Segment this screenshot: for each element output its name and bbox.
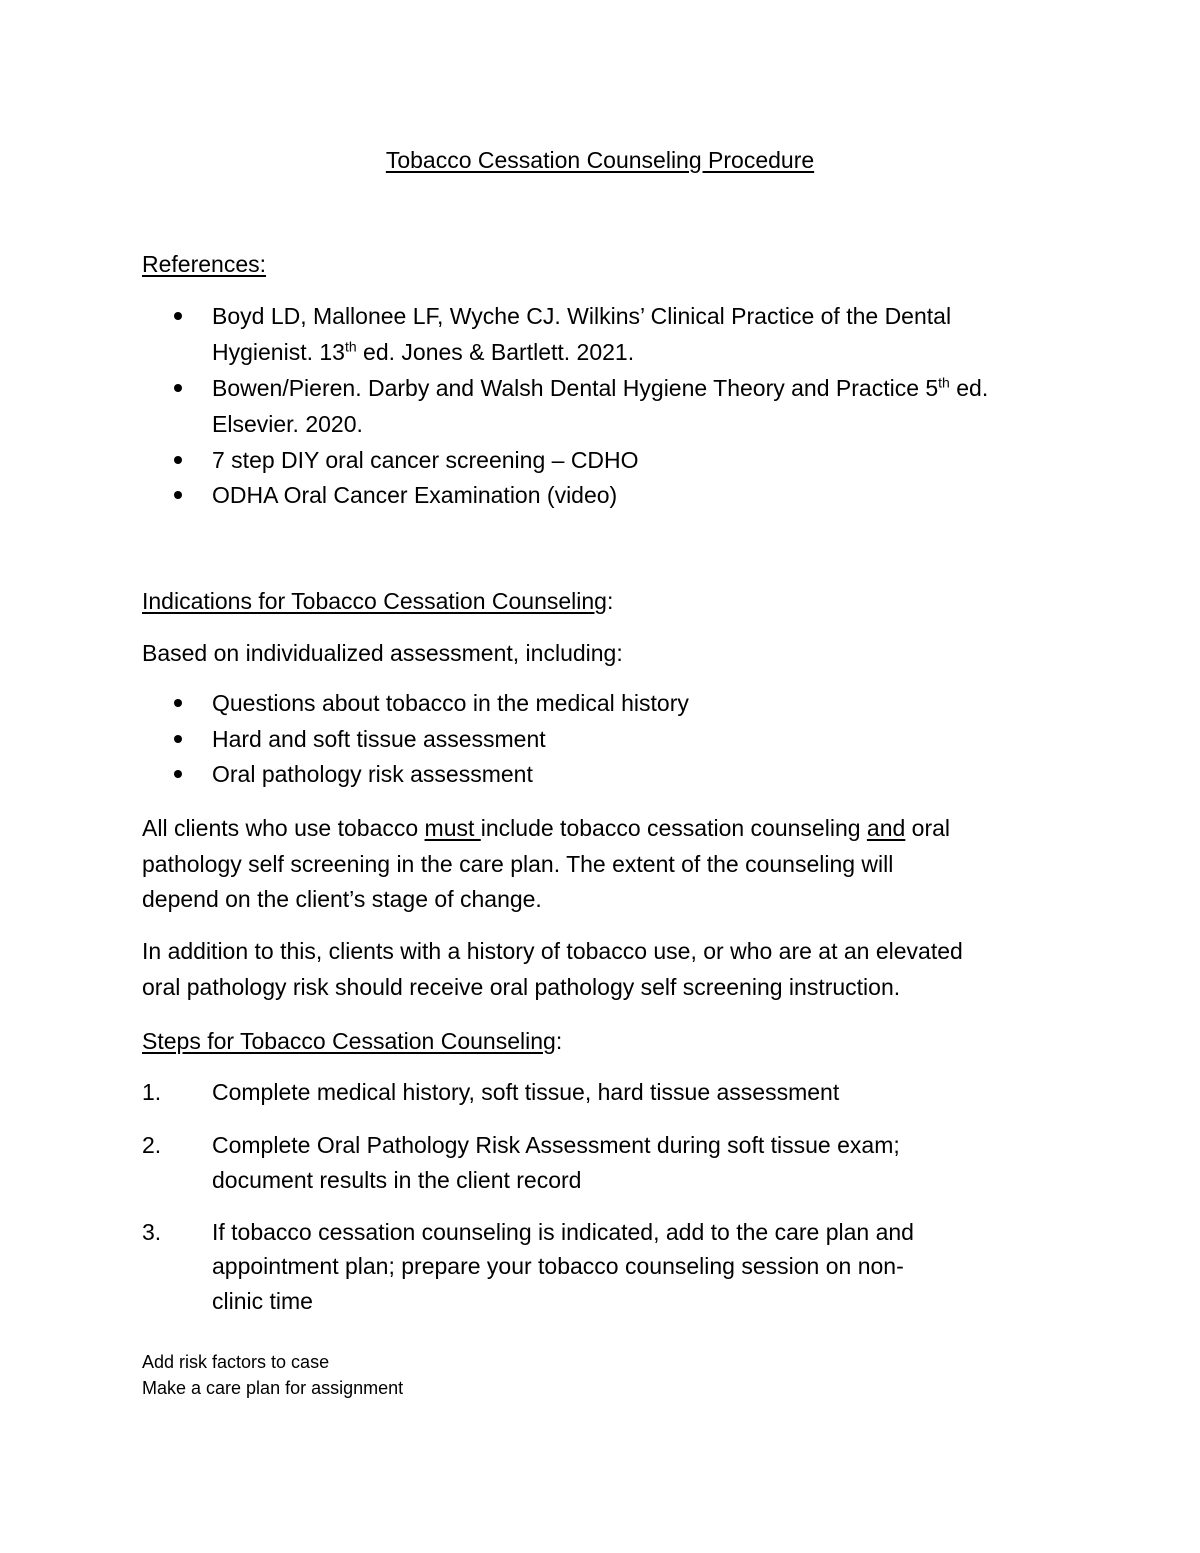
reference-item-1-line-2: Hygienist. 13th ed. Jones & Bartlett. 2021.	[212, 338, 635, 365]
reference-item-4: ODHA Oral Cancer Examination (video)	[212, 482, 618, 508]
bullet-icon	[174, 735, 182, 743]
bullet-icon	[174, 699, 182, 707]
reference-item-2-line-2: Elsevier. 2020.	[212, 411, 363, 437]
paragraph-2-line-1: In addition to this, clients with a history of tobacco use, or who are at an elevated	[142, 938, 963, 964]
step-3-line-3: clinic time	[212, 1288, 313, 1314]
step-3-line-1: If tobacco cessation counseling is indicated, add to the care plan and	[212, 1219, 914, 1245]
step-1-line-1: Complete medical history, soft tissue, hard tissue assessment	[212, 1079, 840, 1105]
step-3-line-2: appointment plan; prepare your tobacco counseling session on non-	[212, 1253, 904, 1279]
reference-item-2-line-1: Bowen/Pieren. Darby and Walsh Dental Hygiene Theory and Practice 5th ed.	[212, 374, 989, 401]
step-2-line-2: document results in the client record	[212, 1167, 582, 1193]
reference-item-3: 7 step DIY oral cancer screening – CDHO	[212, 447, 639, 473]
step-3-number: 3.	[142, 1219, 162, 1245]
document-title: Tobacco Cessation Counseling Procedure	[385, 147, 815, 173]
indications-intro: Based on individualized assessment, including:	[142, 640, 623, 666]
note-2: Make a care plan for assignment	[142, 1378, 404, 1398]
bullet-icon	[174, 770, 182, 778]
note-1: Add risk factors to case	[142, 1352, 330, 1372]
paragraph-1-line-3: depend on the client’s stage of change.	[142, 886, 542, 912]
indications-heading: Indications for Tobacco Cessation Counseling:	[142, 588, 614, 614]
indication-item-2: Hard and soft tissue assessment	[212, 726, 546, 752]
paragraph-1-line-2: pathology self screening in the care plan. The extent of the counseling will	[142, 851, 894, 877]
bullet-icon	[174, 384, 182, 392]
paragraph-2-line-2: oral pathology risk should receive oral pathology self screening instruction.	[142, 974, 901, 1000]
indication-item-3: Oral pathology risk assessment	[212, 761, 533, 787]
indication-item-1: Questions about tobacco in the medical history	[212, 690, 689, 716]
references-heading: References:	[142, 251, 267, 277]
steps-heading: Steps for Tobacco Cessation Counseling:	[142, 1028, 563, 1054]
step-1-number: 1.	[142, 1079, 162, 1105]
bullet-icon	[174, 312, 182, 320]
paragraph-1-line-1: All clients who use tobacco must include tobacco cessation counseling and oral	[142, 815, 951, 841]
bullet-icon	[174, 491, 182, 499]
step-2-number: 2.	[142, 1132, 162, 1158]
reference-item-1-line-1: Boyd LD, Mallonee LF, Wyche CJ. Wilkins’ Clinical Practice of the Dental	[212, 303, 952, 329]
bullet-icon	[174, 456, 182, 464]
step-2-line-1: Complete Oral Pathology Risk Assessment during soft tissue exam;	[212, 1132, 900, 1158]
